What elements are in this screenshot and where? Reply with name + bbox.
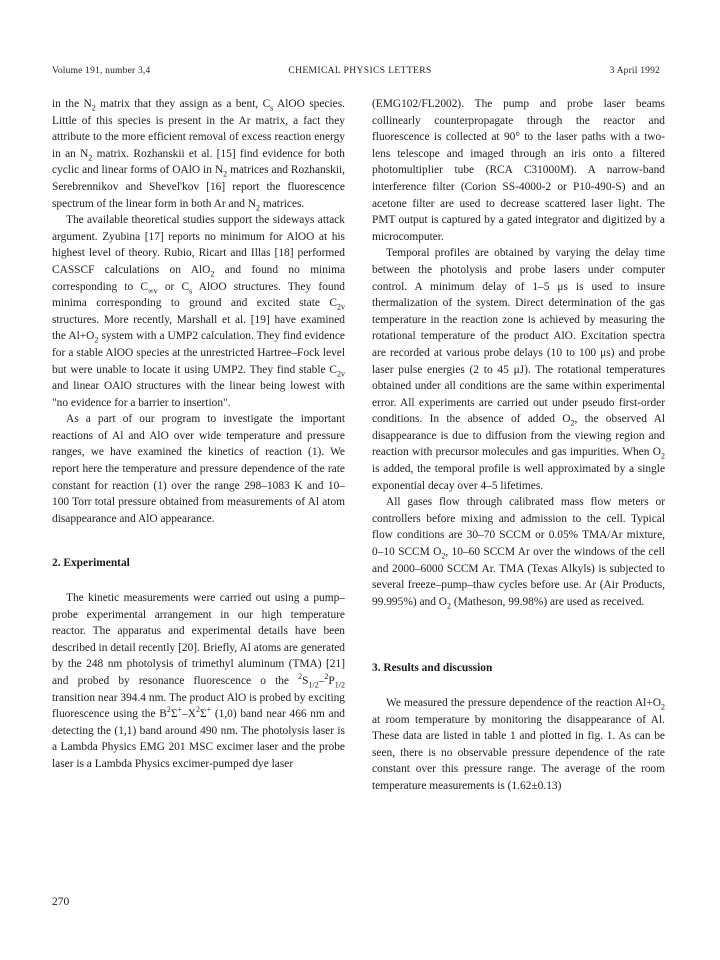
volume-info: Volume 191, number 3,4 (52, 66, 151, 76)
section-heading: 3. Results and discussion (372, 662, 493, 675)
issue-date: 3 April 1992 (609, 66, 660, 76)
journal-name: CHEMICAL PHYSICS LETTERS (288, 66, 432, 76)
section-heading: 2. Experimental (52, 557, 130, 570)
paragraph: The available theoretical studies support the sideways attack argument. Zyubina [17] reports no minimum for AlOO at his highest level of theory. Rubio, Ricart and Illas [18] performed CASSCF calculations on AlO$_2$ and found no minima corresponding to $C_{\infty v}$ or $C_s$ AlOO structures. They found minima corresponding to ground and excited state $C_{2v}$ structures. More recently, Marshall et al. [19] have examined the $Al+O_2$ system with a UMP2 calculation. They find evidence for a stable AlOO species at the unrestricted Hartree–Fock level but were unable to locate it using UMP2. They find stable $C_{2v}$ and linear OAlO structures with the linear being lowest with "no evidence for a barrier to insertion". (52, 214, 345, 409)
paragraph: in the $N_2$ matrix that they assign as a bent, $C_s$ AlOO species. Little of this species is present in the Ar matrix, a fact they attribute to the more efficient removal of excess reaction energy in an $N_2$ matrix. Rozhanskii et al. [15] find evidence for both cyclic and linear forms of OAlO in $N_2$ matrices and Rozhanskii, Serebrennikov and Shevel'kov [16] report the fluorescence spectrum of the linear form in both Ar and $N_2$ matrices. (52, 98, 345, 212)
left-column (52, 96, 345, 773)
page-number: 270 (52, 896, 70, 908)
paragraph: (EMG102/FL2002). The pump and probe laser beams collinearly counterpropagate through the reactor and fluorescence is collected at 90° to the laser paths with a two-lens telescope and imaged through an iris onto a filtered photomultiplier tube (RCA C31000M). A narrow-band interference filter (Corion SS-4000-2 or P10-490-S) and an acetone filter are used to decrease scattered laser light. The PMT output is captured by a gated integrator and digitized by a microcomputer. (372, 98, 665, 243)
paragraph: Temporal profiles are obtained by varying the delay time between the photolysis and probe lasers under computer control. A minimum delay of 1–5 μs is used to insure thermalization of the system. Direct determination of the gas temperature in the reaction zone is achieved by measuring the rotational temperature of the product AlO. Excitation spectra are recorded at various probe delays (10 to 100 μs) and probe laser pulse energies (2 to 45 μJ). The rotational temperatures obtained under all conditions are the same within experimental error. All experiments are carried out under pseudo first-order conditions. In the absence of added $O_2$, the observed Al disappearance is due to diffusion from the viewing region and reaction with precursor molecules and gas impurities. When $O_2$ is added, the temporal profile is well approximated by a single exponential decay over 4–5 lifetimes. (372, 247, 665, 492)
paragraph: All gases flow through calibrated mass flow meters or controllers before mixing and admission to the cell. Typical flow conditions are 30–70 SCCM or 0.05% TMA/Ar mixture, 0–10 SCCM $O_2$, 10–60 SCCM Ar over the windows of the cell and 2000–6000 SCCM Ar. TMA (Texas Alkyls) is subjected to several freeze–pump–thaw cycles before use. Ar (Air Products, 99.995%) and $O_2$ (Matheson, 99.98%) are used as received. (372, 496, 665, 611)
paragraph: We measured the pressure dependence of the reaction $Al+O_2$ at room temperature by monitoring the disappearance of Al. These data are listed in table 1 and plotted in fig. 1. As can be seen, there is no observable pressure dependence of the rate constant over this pressure range. The average of the room temperature measurements is (1.62±0.13) (372, 697, 665, 792)
paragraph: As a part of our program to investigate the important reactions of Al and AlO over wide temperature and pressure ranges, we have examined the kinetics of reaction (1). We report here the temperature and pressure dependence of the rate constant for reaction (1) over the range 298–1083 K and 10–100 Torr total pressure obtained from measurements of Al atom disappearance and AlO appearance. (52, 413, 345, 525)
right-column (372, 96, 665, 795)
paragraph: The kinetic measurements were carried out using a pump–probe experimental arrangement in our high temperature reactor. The apparatus and experimental details have been described in detail recently [20]. Briefly, Al atoms are generated by the 248 nm photolysis of trimethyl aluminum (TMA) [21] and probed by resonance fluorescence o the $^2S_{1/2}-^2P_{1/2}$ transition near 394.4 nm. The product AlO is probed by exciting fluorescence using the $B^2\Sigma^+-X^2\Sigma^+$ (1,0) band near 466 nm and detecting the (1,1) band around 490 nm. The photolysis laser is a Lambda Physics EMG 201 MSC excimer laser and the probe laser is a Lambda Physics excimer-pumped dye laser (52, 592, 345, 770)
